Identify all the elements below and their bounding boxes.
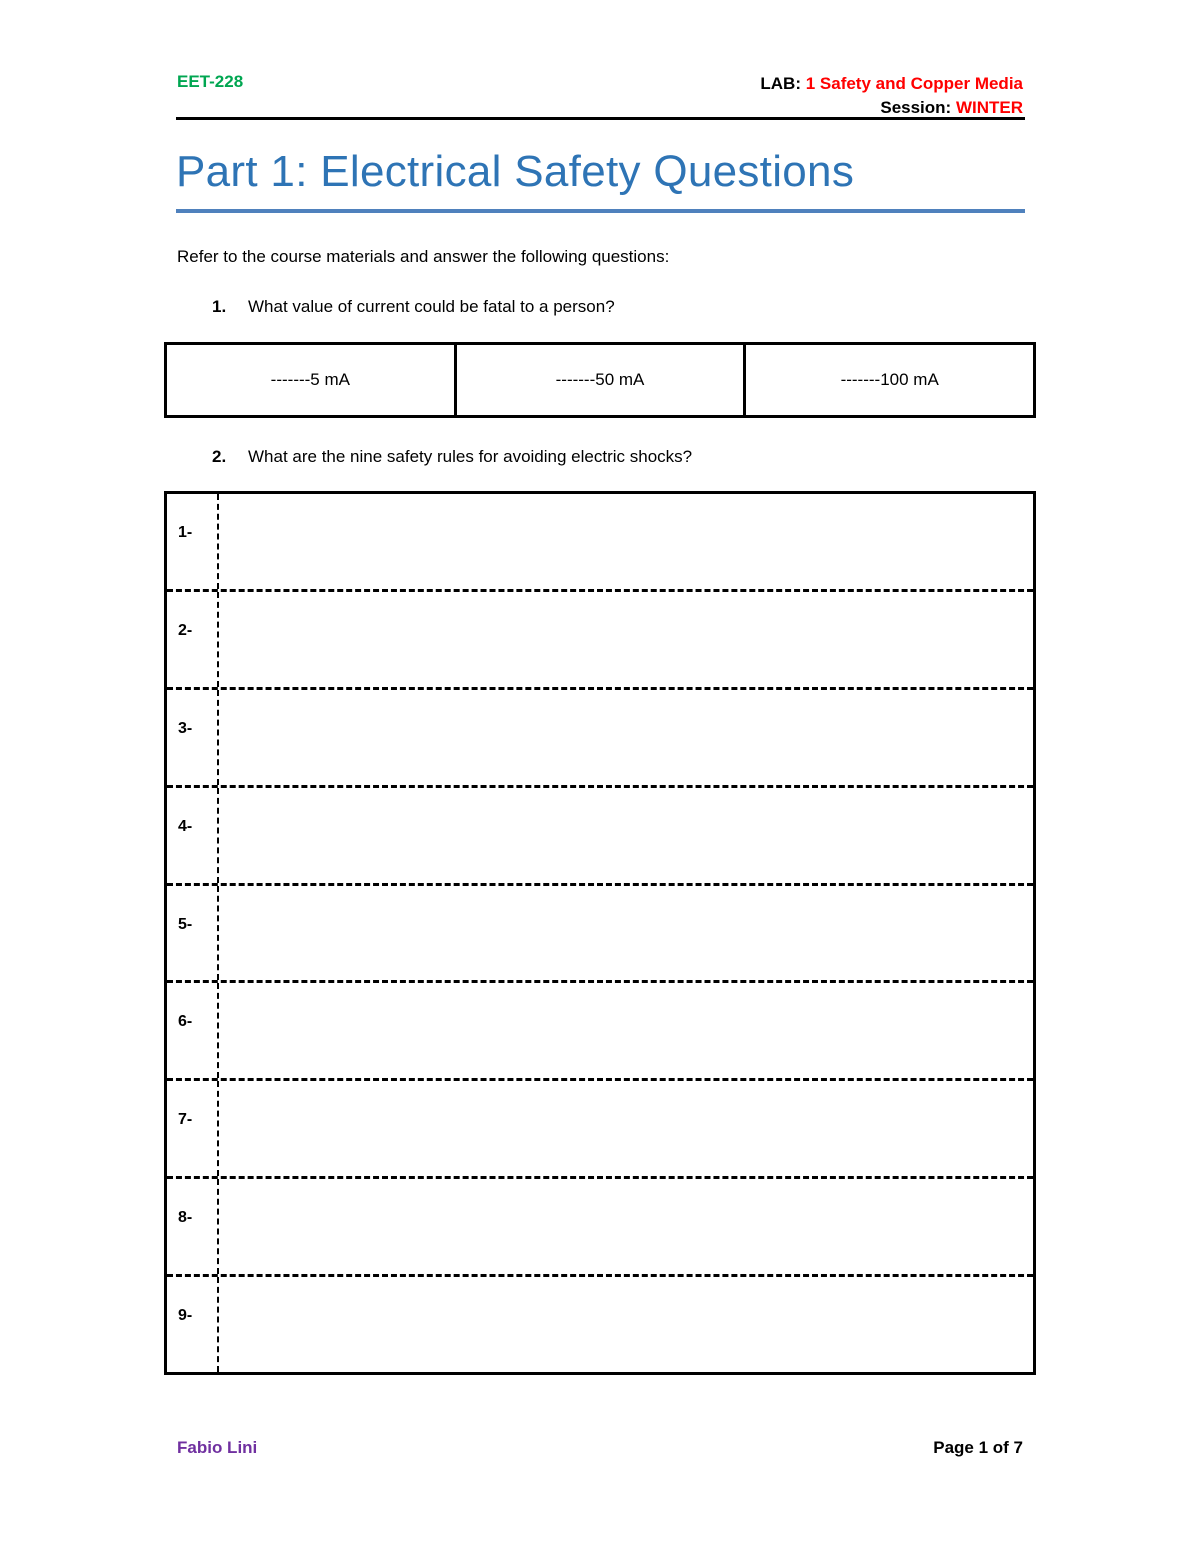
rule-row bbox=[167, 788, 1033, 886]
rule-row bbox=[167, 886, 1033, 984]
rule-row bbox=[167, 1081, 1033, 1179]
rule-number: 5- bbox=[167, 886, 219, 981]
rule-answer-field[interactable] bbox=[219, 1081, 1033, 1176]
question-text: What are the nine safety rules for avoiding electric shocks? bbox=[248, 447, 693, 466]
author-name: Fabio Lini bbox=[177, 1438, 258, 1457]
header-divider bbox=[176, 117, 1025, 120]
rule-answer-field[interactable] bbox=[219, 886, 1033, 981]
question-number: 1. bbox=[212, 297, 227, 316]
rule-answer-field[interactable] bbox=[219, 983, 1033, 1078]
header-info bbox=[760, 72, 1023, 120]
rule-answer-field[interactable] bbox=[219, 1179, 1033, 1274]
rule-row bbox=[167, 494, 1033, 592]
rule-number: 2- bbox=[167, 592, 219, 687]
rule-number: 1- bbox=[167, 494, 219, 589]
rule-number: 4- bbox=[167, 788, 219, 883]
rule-number: 6- bbox=[167, 983, 219, 1078]
question-number: 2. bbox=[212, 447, 227, 466]
page-number: Page 1 of 7 bbox=[933, 1438, 1023, 1457]
course-code: EET-228 bbox=[177, 72, 244, 91]
page-title: Part 1: Electrical Safety Questions bbox=[176, 147, 855, 196]
question-2 bbox=[212, 447, 692, 467]
lab-value: 1 Safety and Copper Media bbox=[805, 74, 1023, 93]
rule-number: 8- bbox=[167, 1179, 219, 1274]
rule-row bbox=[167, 690, 1033, 788]
rule-answer-field[interactable] bbox=[219, 494, 1033, 589]
instructions-text: Refer to the course materials and answer the following questions: bbox=[177, 247, 670, 266]
rule-answer-field[interactable] bbox=[219, 690, 1033, 785]
answer-option-50ma[interactable]: -------50 mA bbox=[457, 345, 747, 415]
title-divider bbox=[176, 209, 1025, 213]
lab-label: LAB: bbox=[760, 74, 801, 93]
session-label: Session: bbox=[880, 98, 952, 117]
rule-row bbox=[167, 1277, 1033, 1372]
rule-answer-field[interactable] bbox=[219, 1277, 1033, 1372]
answer-option-100ma[interactable]: -------100 mA bbox=[840, 370, 939, 389]
question-text: What value of current could be fatal to a person? bbox=[248, 297, 615, 316]
rule-answer-field[interactable] bbox=[219, 592, 1033, 687]
rule-row bbox=[167, 983, 1033, 1081]
session-value: WINTER bbox=[955, 98, 1023, 117]
rule-row bbox=[167, 1179, 1033, 1277]
safety-rules-table bbox=[164, 491, 1036, 1375]
lab-line bbox=[760, 72, 1023, 96]
rule-number: 7- bbox=[167, 1081, 219, 1176]
rule-row bbox=[167, 592, 1033, 690]
rule-answer-field[interactable] bbox=[219, 788, 1033, 883]
answer-option-5ma[interactable]: -------5 mA bbox=[167, 345, 457, 415]
question-1 bbox=[212, 297, 615, 317]
answer-options-table bbox=[164, 342, 1036, 418]
rule-number: 3- bbox=[167, 690, 219, 785]
rule-number: 9- bbox=[167, 1277, 219, 1372]
